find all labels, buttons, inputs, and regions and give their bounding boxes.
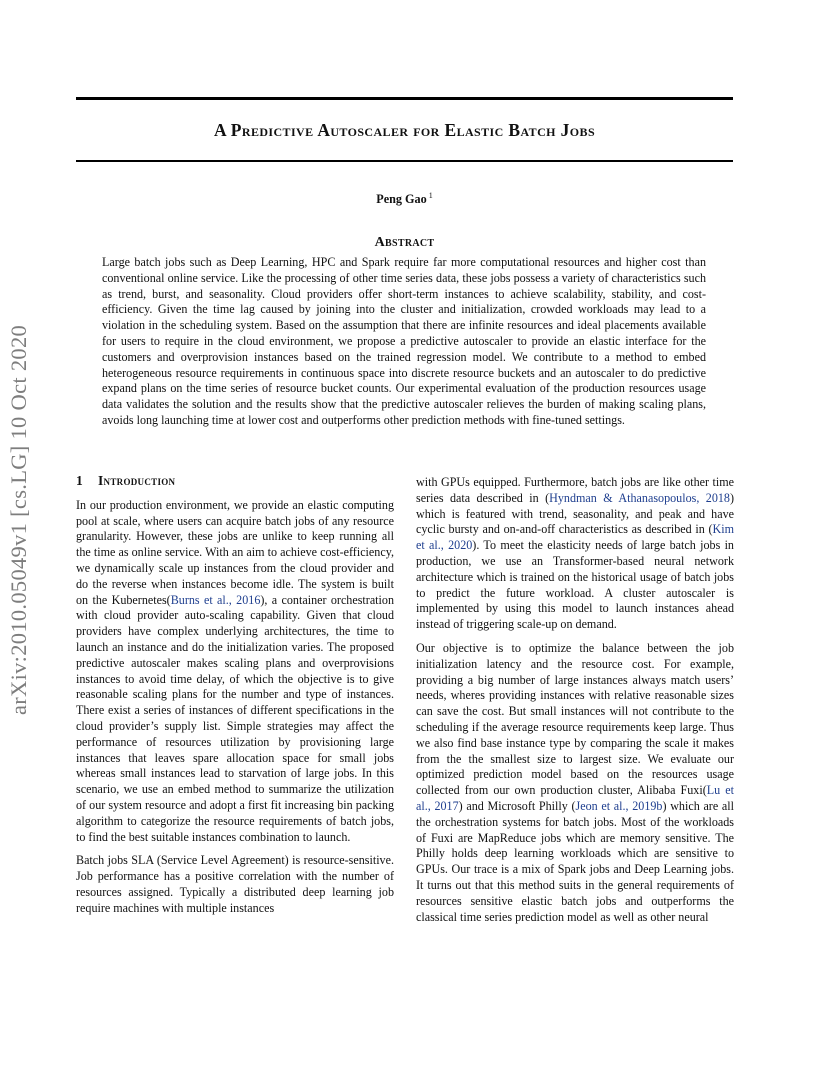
citation-link[interactable]: Jeon et al., 2019b [575, 798, 663, 813]
paragraph [76, 498, 394, 846]
text-run: ). To meet the elasticity needs of large batch jobs in production, we use an Transformer-based neural network architecture which is trained on the historical usage of batch jobs to predict the future workload. A cluster autoscaler is implemented by using this model to launch instances ahead instead of triggering scale-up on demand. [416, 538, 734, 632]
citation-link[interactable]: Hyndman & Athanasopoulos, 2018 [549, 490, 730, 505]
author-line [76, 191, 733, 207]
paragraph [416, 475, 734, 633]
section-heading-introduction [76, 473, 394, 489]
citation-link[interactable]: Kim et al., 2020 [416, 522, 734, 553]
column-left [76, 475, 394, 925]
text-run: ) which is featured with trend, seasonality, and peak and have cyclic bursty and on-and-off characteristics as described in ( [416, 490, 734, 537]
citation-link[interactable]: Lu et al., 2017 [416, 783, 735, 813]
text-run: ), a container orchestration with cloud provider auto-scaling capability. Given that cloud providers have complex underlying architectures, the time to launch an instance and do the initialization varies. The proposed predictive autoscaler makes scaling plans and overprovisions instances to avoid time delay, of which the objective is to give reasonable scaling plans for the number and type of instances. There exist a series of instances of different specifications in the cloud provider’s supply list. Simple strategies may affect the performance of resources utilization by provisioning large instances that leaves spare allocation space for small jobs whereas small instances lead to starvation of large jobs. In this scenario, we use an embed method to summarize the utilization of our system resource and adopt a first fit increasing bin packing algorithm to categorize the resource requirements of batch jobs, to find the best suitable instances combination to launch. [76, 592, 395, 844]
text-run: with GPUs equipped. Furthermore, batch jobs are like other time series data described in ( [416, 475, 734, 505]
paragraph: Batch jobs SLA (Service Level Agreement) is resource-sensitive. Job performance has a positive correlation with the number of resources assigned. Typically a distributed deep learning job require machines with multiple instances [76, 853, 394, 915]
column-right [416, 475, 734, 933]
abstract-body: Large batch jobs such as Deep Learning, HPC and Spark require far more computational resources and higher cost than conventional online service. Like the processing of other time series data, these jobs possess a variety of characteristics such as trend, burst, and seasonality. Cloud providers offer short-term instances to achieve scalability, stability, and cost-efficiency. Given the time lag caused by joining into the cluster and initialization, crowded workloads may lead to a violation in the scheduling system. Based on the assumption that there are infinite resources and ideal placements available for users to require in the cloud environment, we propose a predictive autoscaler to provide an elastic interface for the customers and overprovision instances based on the trained regression model. We contribute to a method to embed heterogeneous resource requirements in continuous space into discrete resource buckets and an autoscaler to do predictive expand plans on the time series of resource bucket counts. Our experimental evaluation of the production resources usage data validates the solution and the results show that the predictive autoscaler relieves the burden of making scaling plans, avoids long launching time at lower cost and outperforms other prediction methods with fine-tuned settings. [102, 255, 706, 427]
paragraph [416, 641, 734, 925]
section-number: 1 [76, 473, 84, 488]
text-run: In our production environment, we provide an elastic computing pool at scale, where users can acquire batch jobs of any resource granularity. However, these jobs are unlike to keep running all the time as online service. With an aim to achieve cost-efficiency, we dynamically scale up instances from the cloud provider and do the reverse when instances become idle. The system is built on the Kubernetes( [76, 497, 394, 607]
arxiv-id: arXiv:2010.05049v1 [cs.LG] 10 Oct 2020 [6, 324, 31, 716]
text-run: Our objective is to optimize the balance between the job initialization latency and the resource cost. For example, providing a big number of large instances always match users’ needs, wheres providing instances with relative reasonable sizes can save the cost. But small instances will not contribute to the scheduling if the average resource requirements keep large. Thus we also find base instance type by comparing the scale it makes from the the smallest size to largest size. We evaluate our optimized prediction model based on the resources usage collected from our own production cluster, Alibaba Fuxi( [416, 640, 734, 798]
title-rule-bottom [76, 160, 733, 162]
text-run: ) and Microsoft Philly ( [458, 798, 576, 813]
author-name: Peng Gao [376, 192, 427, 207]
title-rule-top [76, 97, 733, 100]
author-footnote-mark: 1 [428, 191, 433, 200]
citation-link[interactable]: Burns et al., 2016 [170, 592, 261, 607]
abstract-heading: Abstract [374, 235, 435, 250]
paper-title: A Predictive Autoscaler for Elastic Batch Jobs [213, 120, 596, 140]
section-title: Introduction [98, 473, 176, 488]
text-run: ) which are all the orchestration systems for batch jobs. Most of the workloads of Fuxi are MapReduce jobs which are memory sensitive. The Philly holds deep learning workloads which are sensitive to GPUs. Our trace is a mix of Spark jobs and Deep Learning jobs. It turns out that this method suits in the general requirements of resources sensitive elastic batch jobs and outperforms the classical time series prediction model as well as other neural [416, 798, 734, 924]
